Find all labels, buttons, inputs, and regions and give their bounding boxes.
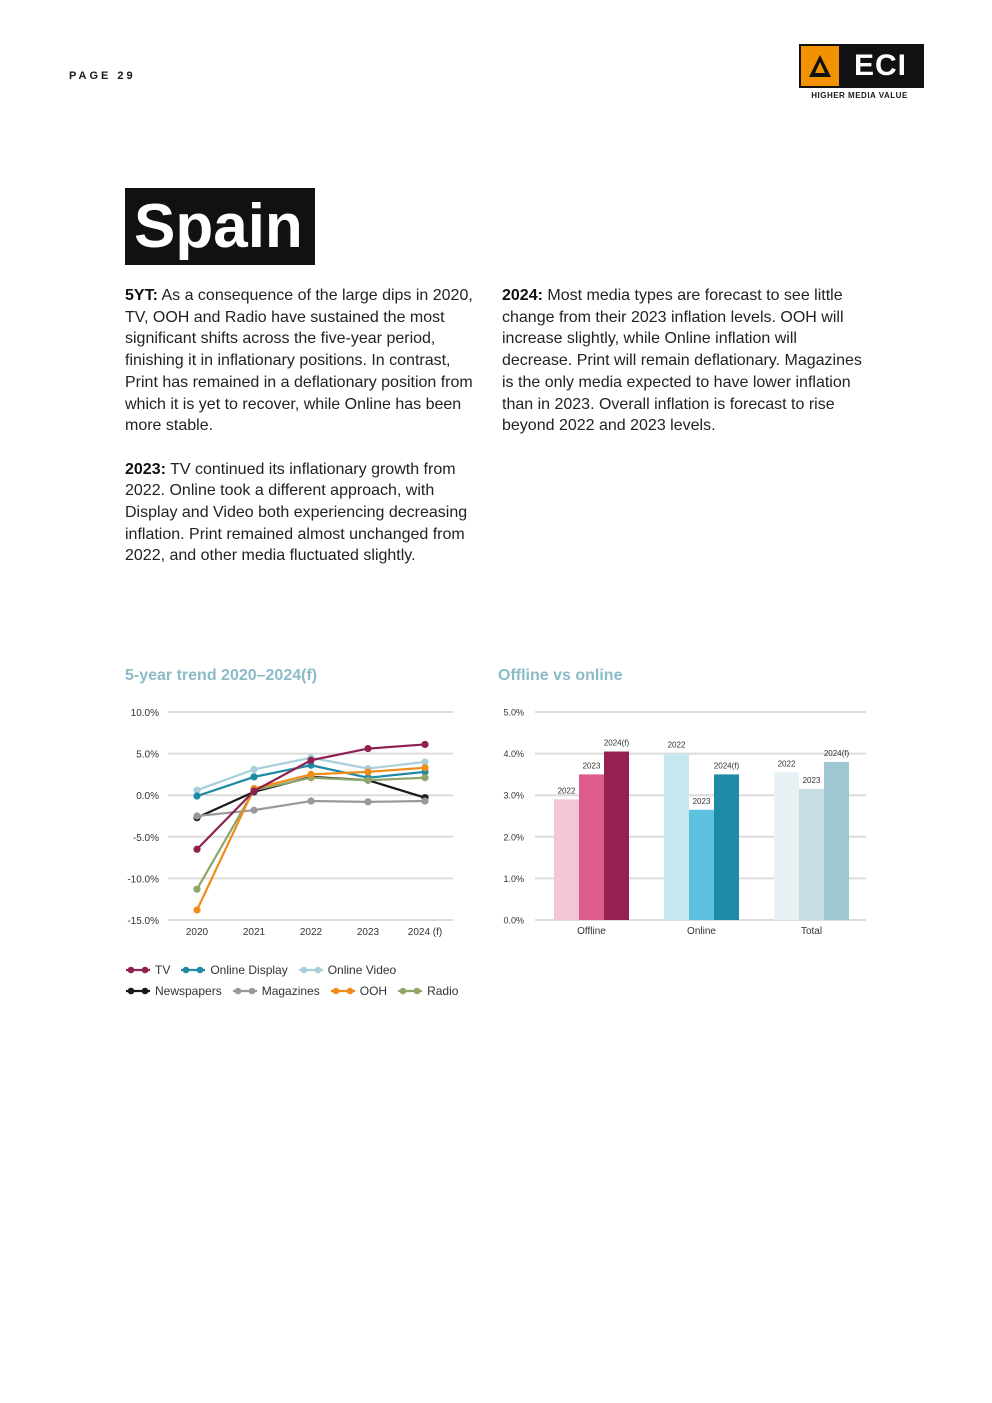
left-text-column (125, 285, 480, 589)
y-tick-label: 0.0% (503, 915, 524, 926)
data-point (364, 768, 371, 775)
legend-label: Newspapers (155, 984, 222, 998)
legend-swatch-icon (125, 965, 151, 975)
logo-tagline: HIGHER MEDIA VALUE (811, 91, 908, 100)
data-point (250, 773, 257, 780)
category-label: Online (687, 926, 716, 937)
line-chart (110, 695, 480, 945)
legend-item (125, 984, 222, 998)
bar-offline-2022 (554, 799, 579, 920)
data-point (421, 741, 428, 748)
legend-label: Online Video (327, 963, 397, 977)
bar-label: 2022 (557, 786, 576, 796)
data-point (193, 792, 200, 799)
legend-item (298, 963, 397, 977)
bar-label: 2024(f) (603, 738, 630, 748)
x-tick-label: 2020 (185, 927, 209, 938)
right-text-column (502, 285, 867, 459)
logo-text: ECI (839, 46, 922, 86)
bar-total-2022 (774, 772, 799, 920)
bar-total-2024f (824, 762, 849, 920)
legend-swatch-icon (330, 986, 356, 996)
data-point (307, 757, 314, 764)
legend-label: Online Display (210, 963, 288, 977)
data-point (250, 766, 257, 773)
bar-label: 2023 (692, 796, 711, 806)
y-tick-label: 5.0% (503, 707, 524, 718)
legend-label: OOH (359, 984, 388, 998)
y-tick-label: -5.0% (132, 832, 159, 844)
bar-label: 2023 (582, 761, 601, 771)
category-label: Total (800, 926, 823, 937)
legend-swatch-icon (397, 986, 423, 996)
data-point (421, 764, 428, 771)
data-point (193, 812, 200, 819)
legend-swatch-icon (232, 986, 258, 996)
legend-row (125, 984, 485, 998)
bar-label: 2024(f) (823, 748, 850, 758)
y-tick-label: 1.0% (503, 873, 524, 884)
page-title: Spain (125, 188, 315, 265)
series-line-ooh (197, 768, 425, 910)
data-point (307, 771, 314, 778)
legend-item (232, 984, 320, 998)
legend-item (180, 963, 287, 977)
legend-item (330, 984, 387, 998)
line-chart-legend (125, 963, 485, 1005)
bar-online-2022 (664, 754, 689, 920)
data-point (193, 906, 200, 913)
category-label: Offline (577, 926, 606, 937)
data-point (193, 846, 200, 853)
line-chart-title: 5-year trend 2020–2024(f) (125, 667, 318, 684)
bar-chart (490, 695, 880, 945)
bar-label: 2022 (777, 759, 796, 769)
bar-label: 2022 (667, 740, 686, 750)
data-point (364, 798, 371, 805)
x-tick-label: 2022 (299, 927, 323, 938)
y-tick-label: 0.0% (136, 791, 159, 803)
eci-logo (799, 44, 924, 100)
data-point (193, 886, 200, 893)
bar-label: 2023 (802, 775, 821, 785)
paragraph-5yt: 5YT: As a consequence of the large dips in 2020, TV, OOH and Radio have sustained the most significant shifts across the five-year period, finishing it in inflationary positions. In contrast, Print has remained in a deflationary position from which it is yet to recover, while Online has been more stable. (125, 287, 473, 435)
bar-offline-2024f (604, 752, 629, 920)
legend-swatch-icon (180, 965, 206, 975)
legend-row (125, 963, 485, 977)
x-tick-label: 2024 (f) (407, 927, 443, 938)
page-number: PAGE 29 (69, 70, 136, 82)
y-tick-label: -15.0% (127, 916, 159, 927)
data-point (307, 797, 314, 804)
bar-online-2023 (689, 810, 714, 920)
y-tick-label: 2.0% (503, 832, 524, 843)
y-tick-label: 3.0% (503, 790, 524, 801)
data-point (250, 807, 257, 814)
legend-item (397, 984, 458, 998)
data-point (250, 787, 257, 794)
y-tick-label: 5.0% (136, 749, 159, 761)
data-point (421, 774, 428, 781)
paragraph-2023: 2023: TV continued its inflationary growth from 2022. Online took a different approach, with Display and Video both experiencing decreasing inflation. Print remained almost unchanged from 2022, and other media fluctuated slightly. (125, 460, 468, 565)
bar-chart-title: Offline vs online (498, 667, 623, 684)
legend-swatch-icon (298, 965, 324, 975)
bar-label: 2024(f) (713, 761, 740, 771)
legend-label: TV (155, 963, 171, 977)
y-tick-label: 10.0% (130, 708, 159, 719)
legend-item (125, 963, 170, 977)
bar-offline-2023 (579, 774, 604, 920)
legend-label: Magazines (261, 984, 320, 998)
legend-swatch-icon (125, 986, 151, 996)
paragraph-2024: 2024: Most media types are forecast to see little change from their 2023 inflation levels. OOH will increase slightly, while Online inflation will decrease. Print will remain deflationary. Magazines is the only media expected to have lower inflation than in 2023. Overall inflation is forecast to rise beyond 2022 and 2023 levels. (502, 287, 862, 435)
bar-total-2023 (799, 789, 824, 920)
legend-label: Radio (427, 984, 459, 998)
y-tick-label: -10.0% (127, 874, 159, 886)
bar-online-2024f (714, 774, 739, 920)
logo-a-icon (801, 46, 839, 86)
data-point (421, 797, 428, 804)
data-point (364, 777, 371, 784)
x-tick-label: 2021 (242, 927, 266, 938)
x-tick-label: 2023 (356, 927, 380, 938)
data-point (364, 745, 371, 752)
y-tick-label: 4.0% (503, 749, 524, 760)
